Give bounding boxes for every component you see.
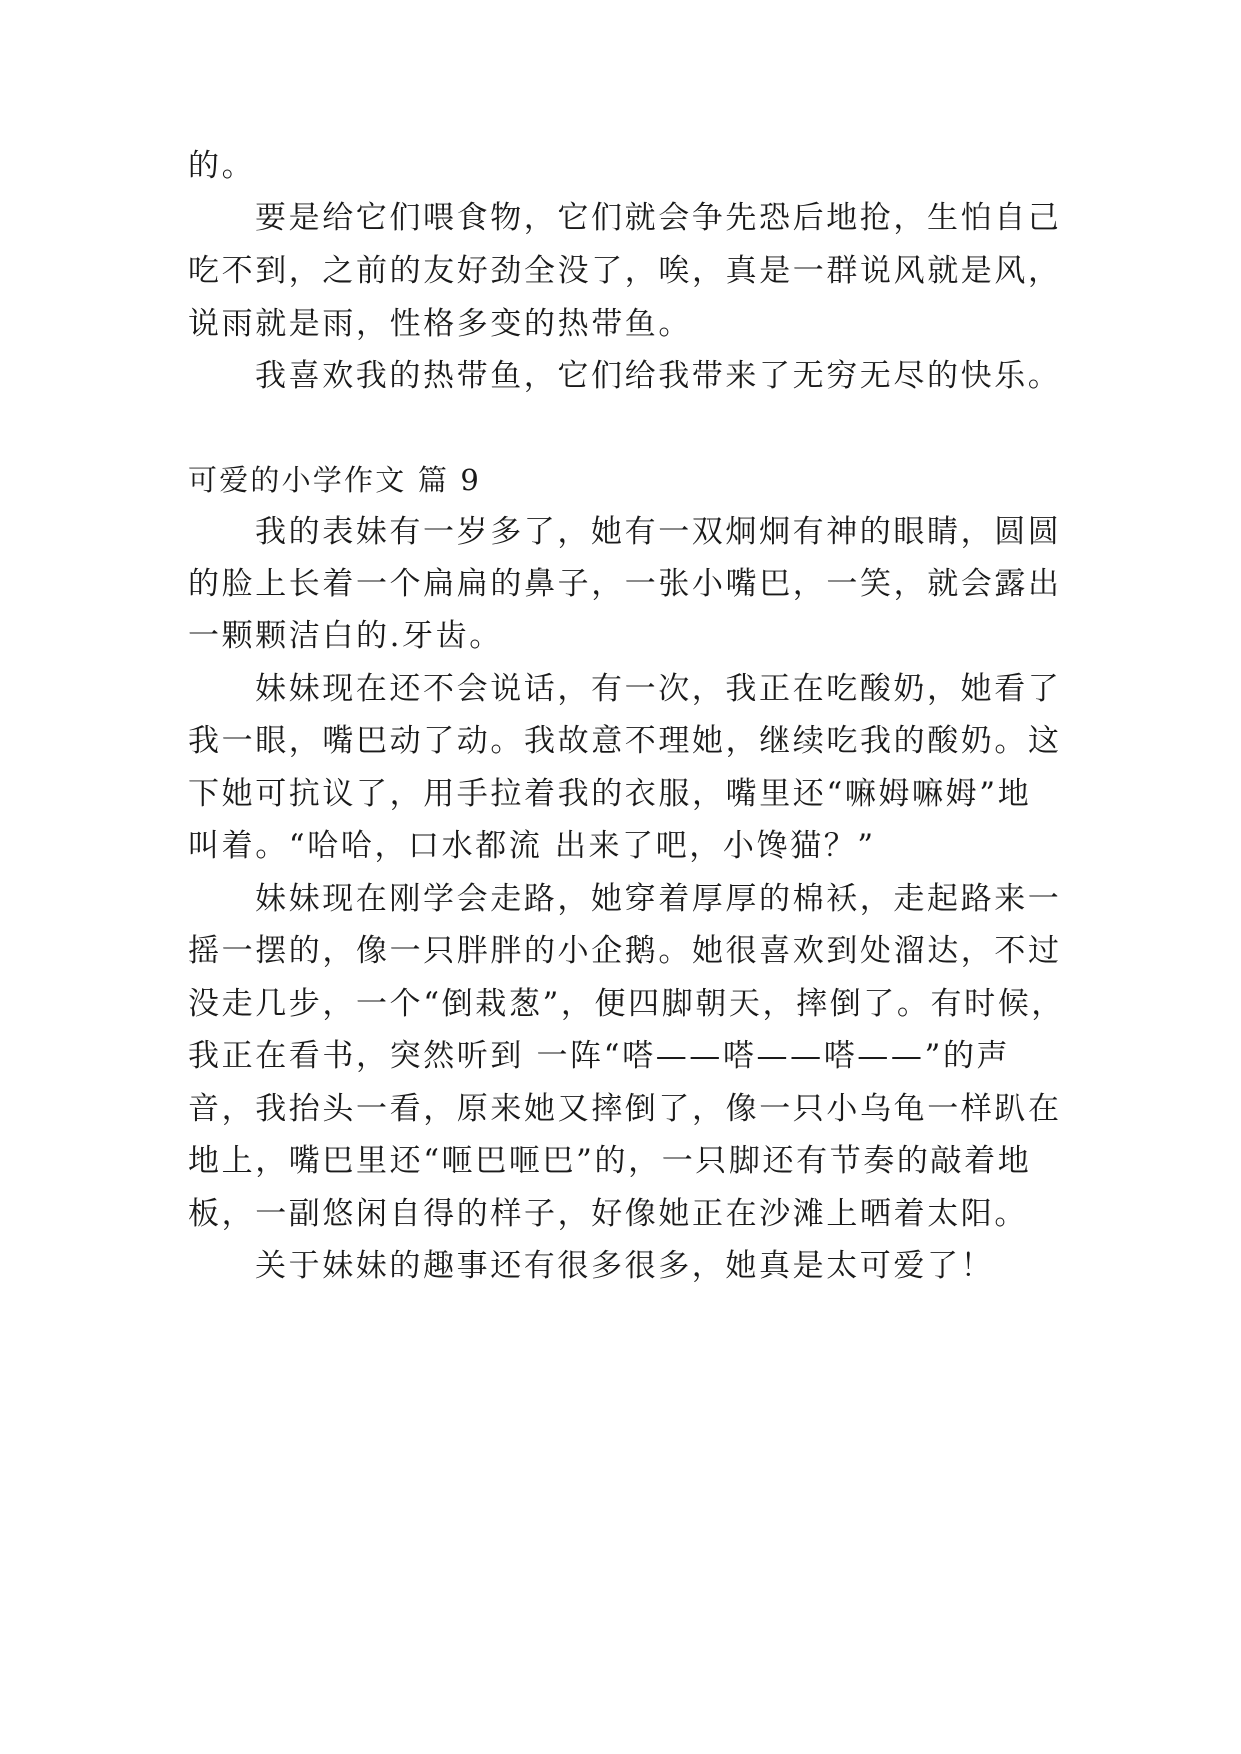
paragraph-line: 我正在看书，突然听到 一阵“嗒——嗒——嗒——”的声: [188, 1038, 1011, 1074]
paragraph-line: 吃不到，之前的友好劲全没了，唉，真是一群说风就是风，: [188, 253, 1062, 289]
paragraph-line: 妹妹现在还不会说话，有一次，我正在吃酸奶，她看了: [255, 671, 1062, 707]
paragraph-line: 没走几步，一个“倒栽葱”，便四脚朝天，摔倒了。有时候，: [188, 986, 1065, 1022]
paragraph-line: 地上，嘴巴里还“咂巴咂巴”的，一只脚还有节奏的敲着地: [188, 1143, 1032, 1179]
paragraph-line: 我一眼，嘴巴动了动。我故意不理她，继续吃我的酸奶。这: [188, 723, 1062, 759]
paragraph-line: 关于妹妹的趣事还有很多很多，她真是太可爱了！: [255, 1248, 995, 1284]
paragraph-line: 下她可抗议了，用手拉着我的衣服，嘴里还“嘛姆嘛姆”地: [188, 776, 1032, 812]
paragraph-line: 要是给它们喂食物，它们就会争先恐后地抢，生怕自己: [255, 200, 1062, 236]
paragraph-line: 摇一摆的，像一只胖胖的小企鹅。她很喜欢到处溜达，不过: [188, 933, 1062, 969]
paragraph-line: 我喜欢我的热带鱼，它们给我带来了无穷无尽的快乐。: [255, 358, 1062, 394]
paragraph-line: 叫着。“哈哈，口水都流 出来了吧，小馋猫？”: [188, 828, 876, 864]
section-title: 可爱的小学作文 篇 9: [188, 463, 482, 497]
paragraph-line: 的。: [188, 148, 256, 184]
paragraph-line: 一颗颗洁白的.牙齿。: [188, 618, 503, 654]
paragraph-line: 的脸上长着一个扁扁的鼻子，一张小嘴巴，一笑，就会露出: [188, 566, 1062, 602]
paragraph-line: 妹妹现在刚学会走路，她穿着厚厚的棉袄，走起路来一: [255, 881, 1062, 917]
paragraph-line: 我的表妹有一岁多了，她有一双炯炯有神的眼睛，圆圆: [255, 514, 1062, 550]
paragraph-line: 板，一副悠闲自得的样子，好像她正在沙滩上晒着太阳。: [188, 1196, 1028, 1232]
paragraph-line: 说雨就是雨，性格多变的热带鱼。: [188, 306, 692, 342]
paragraph-line: 音，我抬头一看，原来她又摔倒了，像一只小乌龟一样趴在: [188, 1091, 1062, 1127]
